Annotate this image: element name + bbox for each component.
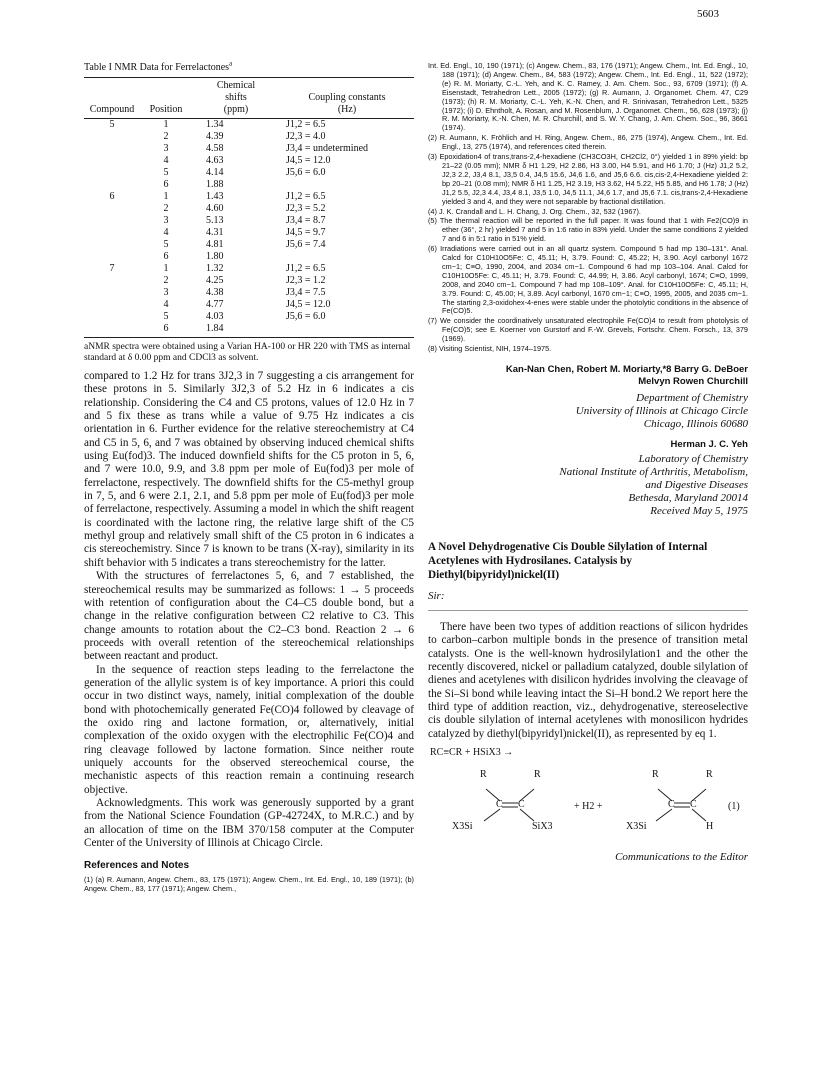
position-cell: 6 — [163, 251, 169, 262]
reference-entry: Int. Ed. Engl., 10, 190 (1971); (c) Angew. Chem., 83, 176 (1971); Angew. Chem., Int. Ed. Engl., 10, 188 (1971); (d) Angew. Chem., 84, 583 (1972); Angew. Chem., Int. Ed. Engl., 11, 522 (1972); (e) R. M. Moriarty, C.-L. Yeh, and K. C. Ramey, J. Am. Chem. Soc., 93, 6709 (1971); (f) A. Eisenstadt, Tetrahedron Lett., 2005 (1972); (g) R. Aumann, J. Organomet. Chem. 47, C29 (1973); (h) R. M. Moriarty, C.-L. Yeh, K.-N. Chen, and R. Srinivasan, Tetrahedron Lett., 5325 (1972); (i) D. Ehntholt, A. Rosan, and M. Rosenblum, J. Organomet. Chem., 56, 628 (1973); (j) R. M. Moriarty, K.-N. Chen, M. R. Churchill, and S. W. Y. Chang, J. Am. Chem. Soc., 96, 3661 (1974). — [428, 61, 748, 133]
carbon-label: C — [668, 799, 675, 811]
table-row — [84, 131, 414, 143]
position-cell: 5 — [163, 239, 169, 250]
article-title: A Novel Dehydrogenative Cis Double Silylation of Internal Acetylenes with Hydrosilanes. Catalysis by Diethyl(bipyridyl)nickel(II) — [428, 541, 708, 581]
shift-header-3: (ppm) — [192, 104, 280, 119]
acknowledgments-paragraph: Acknowledgments. This work was generously supported by a grant from the National Science Foundation (GP-42724X, to M.R.C.) and by an allocation of time on the IBM 370/158 computer at the Computer Center of the University of Illinois at Chicago Circle. — [84, 797, 414, 850]
position-cell: 1 — [163, 263, 169, 274]
shift-cell: 4.14 — [206, 167, 224, 178]
table-row — [84, 311, 414, 323]
nmr-table — [84, 77, 414, 338]
compound-cell: 6 — [109, 191, 115, 202]
affiliation-line: National Institute of Arthritis, Metabolism, — [559, 466, 748, 478]
hydrogen-byproduct: + H2 + — [574, 801, 603, 813]
position-cell: 5 — [163, 311, 169, 322]
shift-cell: 4.03 — [206, 311, 224, 322]
position-cell: 6 — [163, 179, 169, 190]
authors-line-2: Melvyn Rowen Churchill — [638, 376, 748, 387]
author-2: Herman J. C. Yeh — [670, 439, 748, 450]
shift-header-2: shifts — [225, 92, 247, 103]
table-row — [84, 275, 414, 287]
position-cell: 3 — [163, 143, 169, 154]
affiliation-1 — [428, 392, 748, 431]
compound-cell — [84, 143, 140, 155]
shift-cell: 5.13 — [206, 215, 224, 226]
position-header: Position — [140, 104, 192, 119]
table-row — [84, 191, 414, 203]
shift-cell: 1.34 — [206, 119, 224, 130]
coupling-cell: J3,4 = undetermined — [286, 143, 369, 154]
references-heading: References and Notes — [84, 860, 190, 872]
table-row — [84, 239, 414, 251]
compound-cell — [84, 275, 140, 287]
journal-footer: Communications to the Editor — [615, 851, 748, 864]
coupling-cell — [280, 323, 414, 338]
table-title — [84, 59, 414, 73]
position-cell: 6 — [140, 323, 192, 338]
shift-cell: 4.25 — [206, 275, 224, 286]
affiliation-line: University of Illinois at Chicago Circle — [575, 405, 748, 417]
reference-entry: (6) Irradiations were carried out in an all quartz system. Compound 5 had mp 130–131°. Anal. Calcd for C10H10O5Fe: C, 45.11; H, 3.79. Found: C, 45.22; H, 3.90. Acyl carbonyl 1672 cm−1; C≡O, 1990, 2004, and 2034 cm−1. Compound 6 had mp 103–104. Anal. Calcd for C10H10O5Fe: C, 45.11; H, 3.79. Found: C, 44.99; H, 3.86. Acyl carbonyl, 1674; C≡O, 1999, 2008, and 2040 cm−1. Compound 7 had mp 108–109°. Anal. for C10H10O5Fe: C, 45.11; H, 3.79. Found: C, 45.00; H, 3.89. Acyl carbonyl, 1670 cm−1; C≡O, 1995, 2005, and 2035 cm−1. The starting 2,3-oxidohex-4-enes were stable under the photolytic conditions in the absence of Fe(CO)5. — [428, 244, 748, 316]
right-column — [428, 62, 748, 863]
substituent-r: R — [534, 769, 541, 781]
reference-entry: (7) We consider the coordinatively unsaturated electrophile Fe(CO)4 to result from photolysis of Fe(CO)5; see E. Koerner von Gurstorf and F.-W. Grevels, Fortschr. Chem. Forsch., 13, 379 (1969). — [428, 316, 748, 344]
coupling-cell: J4,5 = 12.0 — [286, 299, 331, 310]
coupling-cell: J2,3 = 4.0 — [286, 131, 326, 142]
position-cell: 1 — [163, 119, 169, 130]
table-title-mark: a — [229, 59, 233, 68]
reference-entry: (3) Epoxidation4 of trans,trans-2,4-hexadiene (CH3CO3H, CH2Cl2, 0°) yielded 1 in 89% yield: bp 21–22 (0.05 mm); NMR δ H1 1.29, H2 2.86, H3 3.00, H4 5.91, and H6 1.70; J (Hz) J1,2 5.2, J2,3 2.2, J3,4 8.1, J3,5 0.4, J4,5 15.6, J4,6 1.6, and J5,6 6.6. cis,cis-2,4-Hexadiene yielded 2: bp 20–21 (0.08 mm); NMR δ H1 1.25, H2 3.19, H3 3.62, H4 5.22, H5 5.85, and H6 1.78; J (Hz) J1,2 5.5, J2,3 4.4, J3,4 8.1, J3,5 1.0, J4,5 11.1, J4,6 1.7, and J5,6 7.1. cis,trans-2,4-Hexadiene yielded 3 and 4, and they were not separable by fractional distillation. — [428, 152, 748, 206]
position-cell: 4 — [163, 299, 169, 310]
table-row — [84, 167, 414, 179]
position-cell: 4 — [163, 227, 169, 238]
body-paragraph-1: compared to 1.2 Hz for trans 3J2,3 in 7 suggesting a cis arrangement for these protons in 5. Similarly 3J2,3 of 5.2 Hz in 6 indicates a cis relationship. Considering the C4 and C5 protons, values of 12.0 Hz in 7 and 5 fix these as trans while a value of 9.75 Hz indicates a cis orientation in 6. Further evidence for the relative stereochemistry at C4 and C5 in 5, 6, and 7 was obtained by observing induced chemical shifts using Eu(fod)3. The induced downfield shifts for the C5 proton in 5, 6, and 7 were 10.0, 9.9, and 3.8 ppm per mole of Eu(fod)3 per mole of ferrelactone, respectively. The downfield shifts for the C5-methyl group in 7, 5, and 6 were 2.1, 2.1, and 5.8 ppm per mole of Eu(fod)3 per mole of ferrelactone, respectively. Assuming a model in which the shift reagent is coordinated with the lactone ring, the relative large shift of the C5 methyl group and relatively small shift of the C5 proton in 6 indicates a cis stereochemistry. Since 7 is known to be trans (X-ray), similarity in its shift behavior with 5 indicates a trans stereochemistry for the latter. — [84, 370, 414, 569]
carbon-label: C — [518, 799, 525, 811]
affiliation-line: Chicago, Illinois 60680 — [643, 418, 748, 430]
compound-cell — [84, 179, 140, 191]
coupling-cell — [280, 251, 414, 263]
shift-cell: 4.77 — [206, 299, 224, 310]
shift-cell: 4.63 — [206, 155, 224, 166]
affiliation-line: Bethesda, Maryland 20014 — [628, 492, 748, 504]
shift-cell: 1.80 — [206, 251, 224, 262]
position-cell: 2 — [163, 275, 169, 286]
silyl-group: SiX3 — [532, 821, 553, 833]
position-cell: 2 — [163, 131, 169, 142]
compound-cell — [84, 299, 140, 311]
table-row — [84, 287, 414, 299]
position-cell: 3 — [163, 287, 169, 298]
compound-cell — [84, 203, 140, 215]
reference-entry: (5) The thermal reaction will be reported in the full paper. It was found that 1 with Fe2(CO)9 in ether (36°, 2 hr) yielded 7 and 5 in 1:6 ratio in 83% yield. Under the same conditions 2 yielded 7 and 6 in 5:1 ratio in 51% yield. — [428, 216, 748, 244]
position-cell: 2 — [163, 203, 169, 214]
substituent-r: R — [652, 769, 659, 781]
coupling-cell: J1,2 = 6.5 — [286, 191, 326, 202]
shift-cell: 4.81 — [206, 239, 224, 250]
compound-cell — [84, 215, 140, 227]
shift-cell: 4.60 — [206, 203, 224, 214]
table-title-text: Table I NMR Data for Ferrelactones — [84, 62, 230, 73]
compound-cell — [84, 227, 140, 239]
substituent-r: R — [706, 769, 713, 781]
shift-cell: 4.31 — [206, 227, 224, 238]
carbon-label: C — [496, 799, 503, 811]
reference-entry: (4) J. K. Crandall and L. H. Chang, J. Org. Chem., 32, 532 (1967). — [428, 206, 641, 216]
shift-cell: 4.39 — [206, 131, 224, 142]
nmr-table-body — [84, 119, 414, 338]
compound-cell: 5 — [109, 119, 115, 130]
shift-cell: 1.43 — [206, 191, 224, 202]
table-row — [84, 263, 414, 275]
equation-number: (1) — [728, 801, 740, 813]
position-cell: 1 — [163, 191, 169, 202]
coupling-cell: J3,4 = 8.7 — [286, 215, 326, 226]
compound-cell — [84, 251, 140, 263]
hydrogen-atom: H — [706, 821, 714, 833]
coupling-cell: J5,6 = 7.4 — [286, 239, 326, 250]
table-row — [84, 251, 414, 263]
table-footnote: aNMR spectra were obtained using a Varian HA-100 or HR 220 with TMS as internal standard at δ 0.00 ppm and CDCl3 as solvent. — [84, 342, 411, 363]
compound-cell — [84, 287, 140, 299]
compound-cell — [84, 239, 140, 251]
affiliation-line: Laboratory of Chemistry — [638, 453, 748, 465]
coupling-cell: J5,6 = 6.0 — [286, 311, 326, 322]
table-row — [84, 323, 414, 338]
coupling-cell: J4,5 = 12.0 — [286, 155, 331, 166]
received-date: Received May 5, 1975 — [650, 505, 748, 517]
silyl-group: X3Si — [452, 821, 473, 833]
affiliation-2 — [428, 453, 748, 505]
affiliation-line: Department of Chemistry — [636, 392, 748, 404]
author-list — [428, 364, 748, 388]
body-paragraph-3: In the sequence of reaction steps leading to the ferrelactone the generation of the allylic system is of key importance. A priori this could occur in two distinct ways, namely, initial complexation of the double bond with photochemically generated Fe(CO)4 followed by cleavage of the oxido ring and lactone formation, or, alternatively, initial complexation of the oxido oxygen with the electrophilic Fe(CO)4 and ring cleavage followed by lactone formation. Since neither route uniquely accounts for the observed stereochemical course, the mechanistic aspects of this reaction remain a continuing research objective. — [84, 663, 414, 796]
page-number: 5603 — [697, 8, 719, 20]
coupling-cell: J1,2 = 6.5 — [286, 263, 326, 274]
carbon-label: C — [690, 799, 697, 811]
article-body: There have been two types of addition reactions of silicon hydrides to carbon–carbon multiple bonds in the presence of transition metal catalysts. One is the well-known hydrosilylation1 and the other the recently discovered, nickel or palladium catalyzed, double silylation of dienes and acetylenes with disilicon hydrides involving the cleavage of the Si–Si bond while leaving intact the Si–H bond.2 We report here the third type of addition reaction, viz., dehydrogenative, stereoselective cis double silylation of internal acetylenes with monosilicon hydrides catalyzed by diethyl(bipyridyl)nickel(II), as represented by eq 1. — [428, 621, 748, 740]
table-row — [84, 299, 414, 311]
compound-cell — [84, 323, 140, 338]
position-cell: 5 — [163, 167, 169, 178]
affiliation-line: and Digestive Diseases — [645, 479, 748, 491]
position-cell: 3 — [163, 215, 169, 226]
compound-cell — [84, 155, 140, 167]
reaction-structures — [428, 763, 748, 835]
authors-line-1: Kan-Nan Chen, Robert M. Moriarty,*8 Barry G. DeBoer — [505, 364, 748, 375]
coupling-cell: J2,3 = 1.2 — [286, 275, 326, 286]
position-cell: 4 — [163, 155, 169, 166]
divider — [428, 610, 748, 611]
substituent-r: R — [480, 769, 487, 781]
table-row — [84, 155, 414, 167]
shift-cell: 4.58 — [206, 143, 224, 154]
body-paragraph-2: With the structures of ferrelactones 5, 6, and 7 established, the stereochemical results may be summarized as follows: 1 → 5 proceeds with retention of configuration about the C4–C5 double bond, but a change in the relative configuration between C2 relative to C3. This change amounts to rotation about the C2–C3 bond. Reaction 2 → 6 proceeds with overall retention of the stereochemical relationships between reactant and product. — [84, 570, 414, 663]
compound-header: Compound — [84, 104, 140, 119]
compound-cell — [84, 311, 140, 323]
table-row — [84, 203, 414, 215]
coupling-cell: J2,3 = 5.2 — [286, 203, 326, 214]
coupling-cell — [280, 179, 414, 191]
references-list — [428, 62, 748, 354]
reaction-scheme — [428, 741, 748, 837]
shift-cell: 1.84 — [192, 323, 280, 338]
coupling-header-1: Coupling constants — [308, 92, 386, 103]
shift-cell: 1.88 — [206, 179, 224, 190]
compound-cell — [84, 167, 140, 179]
table-row — [84, 179, 414, 191]
shift-cell: 4.38 — [206, 287, 224, 298]
table-row — [84, 215, 414, 227]
reference-1-start: (1) (a) R. Aumann, Angew. Chem., 83, 175 (1971); Angew. Chem., Int. Ed. Engl., 10, 189 (1971); (b) Angew. Chem., 83, 177 (1971); Angew. Chem., — [84, 875, 414, 894]
compound-cell: 7 — [109, 263, 115, 274]
left-column — [84, 59, 414, 894]
compound-cell — [84, 131, 140, 143]
reaction-reactants: RC≡CR + HSiX3 → — [430, 747, 514, 759]
table-row — [84, 227, 414, 239]
coupling-cell: J3,4 = 7.5 — [286, 287, 326, 298]
table-row — [84, 143, 414, 155]
coupling-cell: J4,5 = 9.7 — [286, 227, 326, 238]
coupling-cell: J1,2 = 6.5 — [286, 119, 326, 130]
shift-cell: 1.32 — [206, 263, 224, 274]
coupling-header-2: (Hz) — [280, 104, 414, 119]
shift-header-1: Chemical — [192, 78, 280, 93]
salutation: Sir: — [428, 590, 445, 602]
table-row — [84, 119, 414, 132]
reference-entry: (8) Visiting Scientist, NIH, 1974–1975. — [428, 344, 552, 354]
silyl-group: X3Si — [626, 821, 647, 833]
coupling-cell: J5,6 = 6.0 — [286, 167, 326, 178]
reference-entry: (2) R. Aumann, K. Fröhlich and H. Ring, Angew. Chem., 86, 275 (1974), Angew. Chem., Int. Ed. Engl., 13, 275 (1974), and references cited therein. — [428, 133, 748, 152]
